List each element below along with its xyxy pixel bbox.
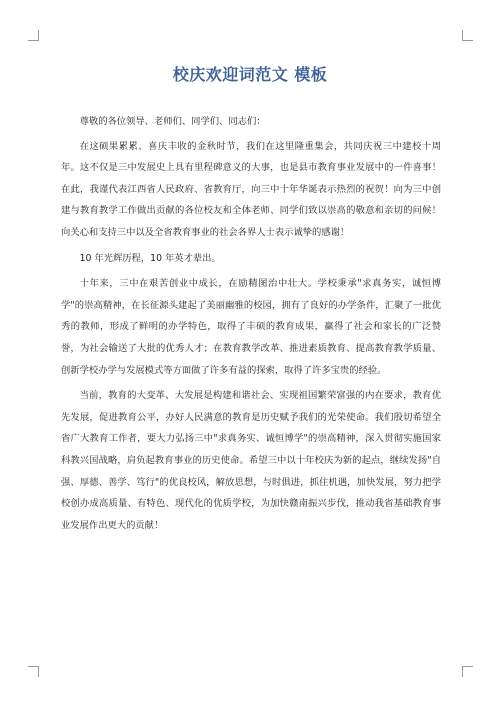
paragraph-4: 当前，教育的大变革、大发展是构建和谐社会、实现祖国繁荣富强的内在要求，教育优先发展，促进教育公平，办好人民满意的教育是历史赋予我们的光荣使命。我们殷切希望全省广大教育工作者，要大力弘扬三中"求真务实、诚恒博学"的崇高精神，深入贯彻实施国家科教兴国战略，肩负起教育事业的历史使命。希望三中以十年校庆为新的起点，继续发扬"自强、厚德、善学、笃行"的优良校风，解放思想，与时俱进，抓住机遇，加快发展，努力把学校创办成高质量、有特色、现代化的优质学校，为加快赣南振兴步伐，推动我省基础教育事业发展作出更大的贡献！ [61, 390, 441, 531]
crop-mark-top-right [462, 30, 473, 41]
paragraph-3: 十年来，三中在艰苦创业中成长，在励精图治中壮大。学校秉承"求真务实，诚恒博学"的崇高精神，在长征源头建起了美丽幽雅的校园，拥有了良好的办学条件，汇聚了一批优秀的教师，形成了鲜明的办学特色，取得了丰硕的教育成果，赢得了社会和家长的广泛赞誉，为社会输送了大批的优秀人才；在教育教学改革、推进素质教育、提高教育教学质量、创新学校办学与发展模式等方面做了许多有益的探索，取得了许多宝贵的经验。 [61, 278, 441, 376]
crop-mark-bottom-right [462, 666, 473, 677]
crop-mark-top-left [28, 30, 39, 41]
paragraph-1: 在这硕果累累、喜庆丰收的金秋时节，我们在这里隆重集会，共同庆祝三中建校十周年。这不仅是三中发展史上具有里程碑意义的大事，也是县市教育事业发展中的一件喜事！在此，我谨代表江西省人民政府、省教育厅，向三中十年华诞表示热烈的祝贺！向为三中创建与教育教学工作做出贡献的各位校友和全体老师、同学们致以崇高的敬意和亲切的问候！向关心和支持三中以及全省教育事业的社会各界人士表示诚挚的感谢！ [61, 140, 441, 238]
document-body [61, 111, 441, 536]
crop-mark-bottom-left [28, 666, 39, 677]
document-title: 校庆欢迎词范文 模板 [172, 65, 328, 84]
paragraph-2: 10 年光辉历程，10 年英才辈出。 [79, 252, 221, 264]
greeting: 尊敬的各位领导、老师们、同学们、同志们： [79, 116, 266, 127]
